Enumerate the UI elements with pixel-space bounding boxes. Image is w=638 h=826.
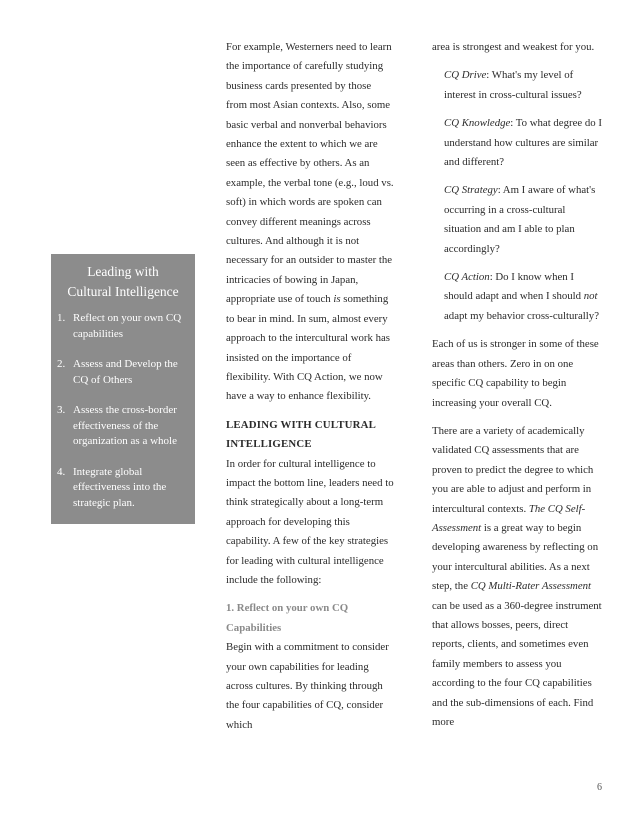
list-number: 4.: [57, 465, 66, 478]
list-text: Integrate global effectiveness into the strategic plan.: [73, 465, 167, 509]
emphasis: The CQ Self-Assessment: [432, 502, 586, 534]
question-text: : Do I know when I should adapt and when I should: [444, 271, 584, 303]
emphasis: CQ Multi-Rater Assessment: [470, 580, 592, 593]
text-run: something to bear in mind. In sum, almost every approach to the intercultural work has insisted on the importance of flexibility. With CQ Action, we now have a way to enhance flexibility.: [226, 293, 390, 403]
question-text: adapt my behavior cross-culturally?: [444, 309, 599, 322]
text-column-1: [226, 38, 394, 735]
paragraph: [432, 422, 602, 733]
list-item: [55, 311, 191, 342]
list-item: [55, 357, 191, 388]
question-cq-action: [444, 268, 602, 326]
question-label: CQ Drive: [444, 69, 487, 82]
text-run: For example, Westerners need to learn the importance of carefully studying business cards presented by those from most Asian contexts. Also, some basic verbal and nonverbal behaviors enhance the extent to which we are seen as effective by others. As an example, the verbal tone (e.g., loud vs. soft) in which words are spoken can convey different meanings across cultures. And although it is not necessary for an outsider to master the intricacies of bowing in Japan, appropriate use of touch: [226, 41, 394, 306]
page-number: 6: [597, 782, 602, 793]
question-text: : To what degree do I understand how cultures are similar and different?: [444, 117, 602, 169]
list-number: 2.: [57, 358, 66, 370]
question-text: : Am I aware of what's occurring in a cross-cultural situation and am I able to plan accordingly?: [444, 184, 596, 255]
subheading: 1. Reflect on your own CQ Capabilities: [226, 602, 349, 634]
question-text: : What's my level of interest in cross-cultural issues?: [444, 69, 582, 101]
paragraph: In order for cultural intelligence to impact the bottom line, leaders need to think strategically about a long-term approach for developing this capability. A few of the key strategies for leading with cultural intelligence include the following:: [226, 457, 394, 586]
emphasis: not: [583, 290, 598, 303]
question-label: CQ Action: [444, 271, 490, 284]
sidebar-title: [55, 262, 191, 302]
text-column-2: [432, 38, 602, 732]
list-number: 3.: [57, 404, 66, 416]
question-label: CQ Strategy: [444, 184, 498, 197]
text-run: can be used as a 360-degree instrument that allows bosses, peers, direct reports, clients, and sometimes even family members to assess you according to the four CQ capabilities and the sub-dimensions of each. Find more: [432, 599, 602, 728]
paragraph: [226, 38, 394, 407]
list-text: Reflect on your own CQ capabilities: [73, 312, 182, 340]
question-cq-knowledge: [444, 114, 602, 172]
list-item: [55, 465, 191, 512]
sidebar-title-line1: Leading with: [87, 264, 159, 279]
section-heading: LEADING WITH CULTURAL INTELLIGENCE: [226, 418, 376, 451]
list-text: Assess the cross-border effectiveness of the organization as a whole: [73, 404, 177, 447]
sidebar-box: [51, 254, 195, 524]
list-number: 1.: [57, 312, 66, 324]
paragraph: area is strongest and weakest for you.: [432, 41, 595, 53]
list-text: Assess and Develop the CQ of Others: [73, 358, 178, 386]
paragraph: Begin with a commitment to consider your own capabilities for leading across cultures. By thinking through the four capabilities of CQ, consider which: [226, 641, 389, 731]
question-label: CQ Knowledge: [444, 117, 511, 130]
sidebar-title-line2: Cultural Intelligence: [67, 284, 179, 299]
list-item: [55, 403, 191, 450]
emphasis: is: [333, 293, 341, 306]
paragraph: Each of us is stronger in some of these areas than others. Zero in on one specific CQ capability to begin increasing your overall CQ.: [432, 338, 599, 409]
question-cq-drive: [444, 66, 602, 105]
sidebar-list: [55, 311, 191, 511]
question-cq-strategy: [444, 181, 602, 259]
text-run: is a great way to begin developing awareness by reflecting on your intercultural abilities. As a next step, the: [432, 521, 599, 593]
text-run: There are a variety of academically validated CQ assessments that are proven to predict the degree to which you are able to adjust and perform in intercultural contexts.: [432, 424, 594, 515]
